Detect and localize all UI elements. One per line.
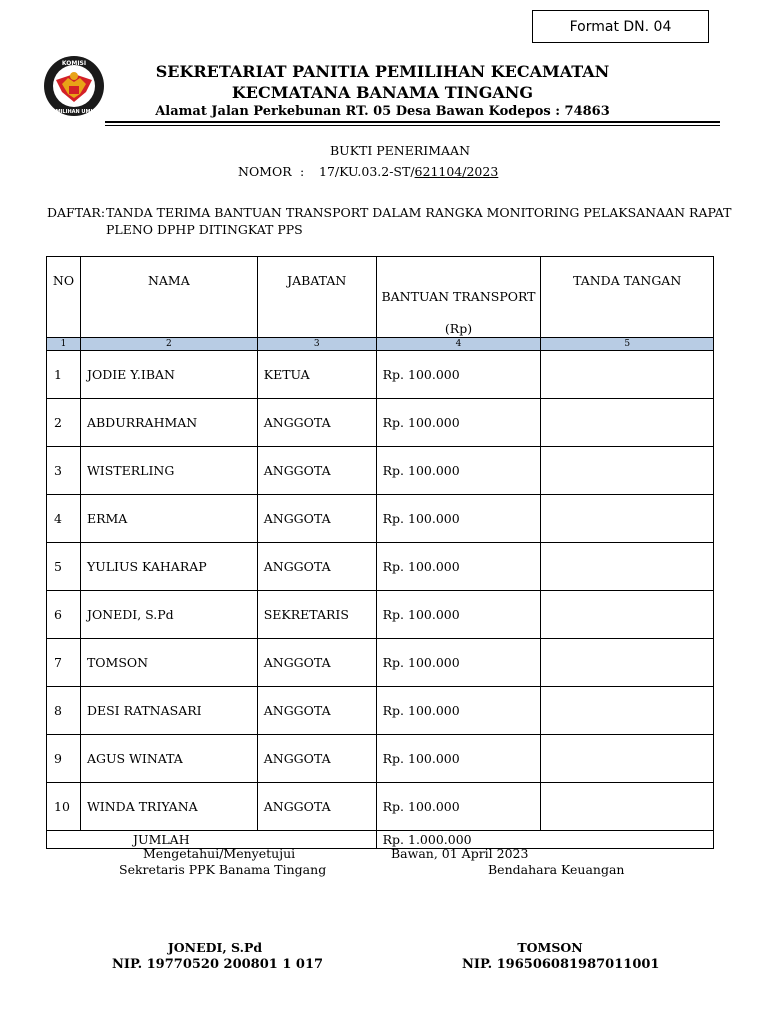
row-signature-cell[interactable] [541, 495, 714, 543]
table-row [47, 687, 714, 735]
table-row [47, 735, 714, 783]
row-no: 4 [47, 495, 81, 543]
row-bantuan: Rp. 100.000 [376, 399, 541, 447]
row-jabatan: ANGGOTA [257, 735, 376, 783]
row-nama: ERMA [80, 495, 257, 543]
logo-bottom-text: PEMILIHAN UMUM [48, 109, 100, 115]
table-header-row [47, 257, 714, 338]
recipient-table [46, 256, 714, 849]
row-signature-cell[interactable] [541, 399, 714, 447]
row-jabatan: SEKRETARIS [257, 591, 376, 639]
logo-top-text: KOMISI [61, 60, 87, 67]
row-jabatan: KETUA [257, 351, 376, 399]
row-bantuan: Rp. 100.000 [376, 351, 541, 399]
column-number: 2 [80, 338, 257, 351]
treasurer-nip: NIP. 196506081987011001 [462, 957, 660, 972]
row-jabatan: ANGGOTA [257, 543, 376, 591]
row-signature-cell[interactable] [541, 543, 714, 591]
row-no: 10 [47, 783, 81, 831]
approver-nip: NIP. 19770520 200801 1 017 [112, 957, 324, 972]
nomor-suffix: 621104/2023 [414, 164, 499, 179]
treasurer-name: TOMSON [517, 940, 583, 955]
table-row [47, 447, 714, 495]
row-jabatan: ANGGOTA [257, 639, 376, 687]
document-title: BUKTI PENERIMAAN [329, 143, 471, 158]
table-row [47, 783, 714, 831]
nomor-value [319, 164, 498, 179]
row-nama: WINDA TRIYANA [80, 783, 257, 831]
daftar-label: DAFTAR: [47, 205, 106, 220]
row-bantuan: Rp. 100.000 [376, 783, 541, 831]
row-bantuan: Rp. 100.000 [376, 591, 541, 639]
row-signature-cell[interactable] [541, 687, 714, 735]
row-no: 2 [47, 399, 81, 447]
header-line2: KECMATANA BANAMA TINGANG [231, 83, 534, 102]
row-no: 1 [47, 351, 81, 399]
row-nama: AGUS WINATA [80, 735, 257, 783]
row-jabatan: ANGGOTA [257, 447, 376, 495]
place-date: Bawan, 01 April 2023 [391, 846, 529, 861]
approver-name: JONEDI, S.Pd [167, 940, 263, 955]
format-label: Format DN. 04 [532, 10, 709, 43]
nomor-colon: : [300, 164, 305, 179]
column-number: 4 [376, 338, 541, 351]
column-number: 1 [47, 338, 81, 351]
header-no: NO [47, 257, 81, 338]
row-signature-cell[interactable] [541, 783, 714, 831]
daftar-text-line2: PLENO DPHP DITINGKAT PPS [106, 222, 303, 237]
row-nama: WISTERLING [80, 447, 257, 495]
header-nama: NAMA [80, 257, 257, 338]
header-rule-thin [105, 125, 720, 126]
row-nama: YULIUS KAHARAP [80, 543, 257, 591]
row-bantuan: Rp. 100.000 [376, 687, 541, 735]
row-bantuan: Rp. 100.000 [376, 447, 541, 495]
row-signature-cell[interactable] [541, 639, 714, 687]
nomor-label: NOMOR [238, 164, 292, 179]
row-no: 9 [47, 735, 81, 783]
header-line1: SEKRETARIAT PANITIA PEMILIHAN KECAMATAN [155, 62, 610, 81]
row-no: 7 [47, 639, 81, 687]
header-bantuan: BANTUAN TRANSPORT (Rp) [376, 257, 541, 338]
table-row [47, 543, 714, 591]
row-nama: ABDURRAHMAN [80, 399, 257, 447]
row-jabatan: ANGGOTA [257, 783, 376, 831]
table-row [47, 591, 714, 639]
daftar-text-line1: TANDA TERIMA BANTUAN TRANSPORT DALAM RANGKA MONITORING PELAKSANAAN RAPAT [106, 205, 732, 220]
row-nama: TOMSON [80, 639, 257, 687]
table-row [47, 495, 714, 543]
row-no: 3 [47, 447, 81, 495]
row-jabatan: ANGGOTA [257, 687, 376, 735]
row-signature-cell[interactable] [541, 735, 714, 783]
nomor-prefix: 17/KU.03.2-ST/ [319, 164, 415, 179]
row-signature-cell[interactable] [541, 591, 714, 639]
table-row [47, 639, 714, 687]
header-jabatan: JABATAN [257, 257, 376, 338]
total-value: Rp. 1.000.000 [376, 831, 713, 849]
row-no: 6 [47, 591, 81, 639]
row-nama: DESI RATNASARI [80, 687, 257, 735]
approval-label: Mengetahui/Menyetujui [143, 846, 296, 861]
table-row [47, 399, 714, 447]
kpu-logo [36, 54, 112, 118]
row-bantuan: Rp. 100.000 [376, 735, 541, 783]
header-address: Alamat Jalan Perkebunan RT. 05 Desa Bawan Kodepos : 74863 [155, 104, 610, 119]
table-row [47, 351, 714, 399]
row-nama: JODIE Y.IBAN [80, 351, 257, 399]
column-number-row [47, 338, 714, 351]
row-no: 5 [47, 543, 81, 591]
row-bantuan: Rp. 100.000 [376, 495, 541, 543]
row-bantuan: Rp. 100.000 [376, 639, 541, 687]
column-number: 3 [257, 338, 376, 351]
approver-title: Sekretaris PPK Banama Tingang [119, 862, 327, 877]
row-nama: JONEDI, S.Pd [80, 591, 257, 639]
treasurer-title: Bendahara Keuangan [488, 862, 625, 877]
row-signature-cell[interactable] [541, 351, 714, 399]
row-no: 8 [47, 687, 81, 735]
row-jabatan: ANGGOTA [257, 399, 376, 447]
header-tanda-tangan: TANDA TANGAN [541, 257, 714, 338]
header-rule [105, 121, 720, 123]
row-signature-cell[interactable] [541, 447, 714, 495]
row-bantuan: Rp. 100.000 [376, 543, 541, 591]
row-jabatan: ANGGOTA [257, 495, 376, 543]
column-number: 5 [541, 338, 714, 351]
total-label: JUMLAH [47, 831, 377, 849]
